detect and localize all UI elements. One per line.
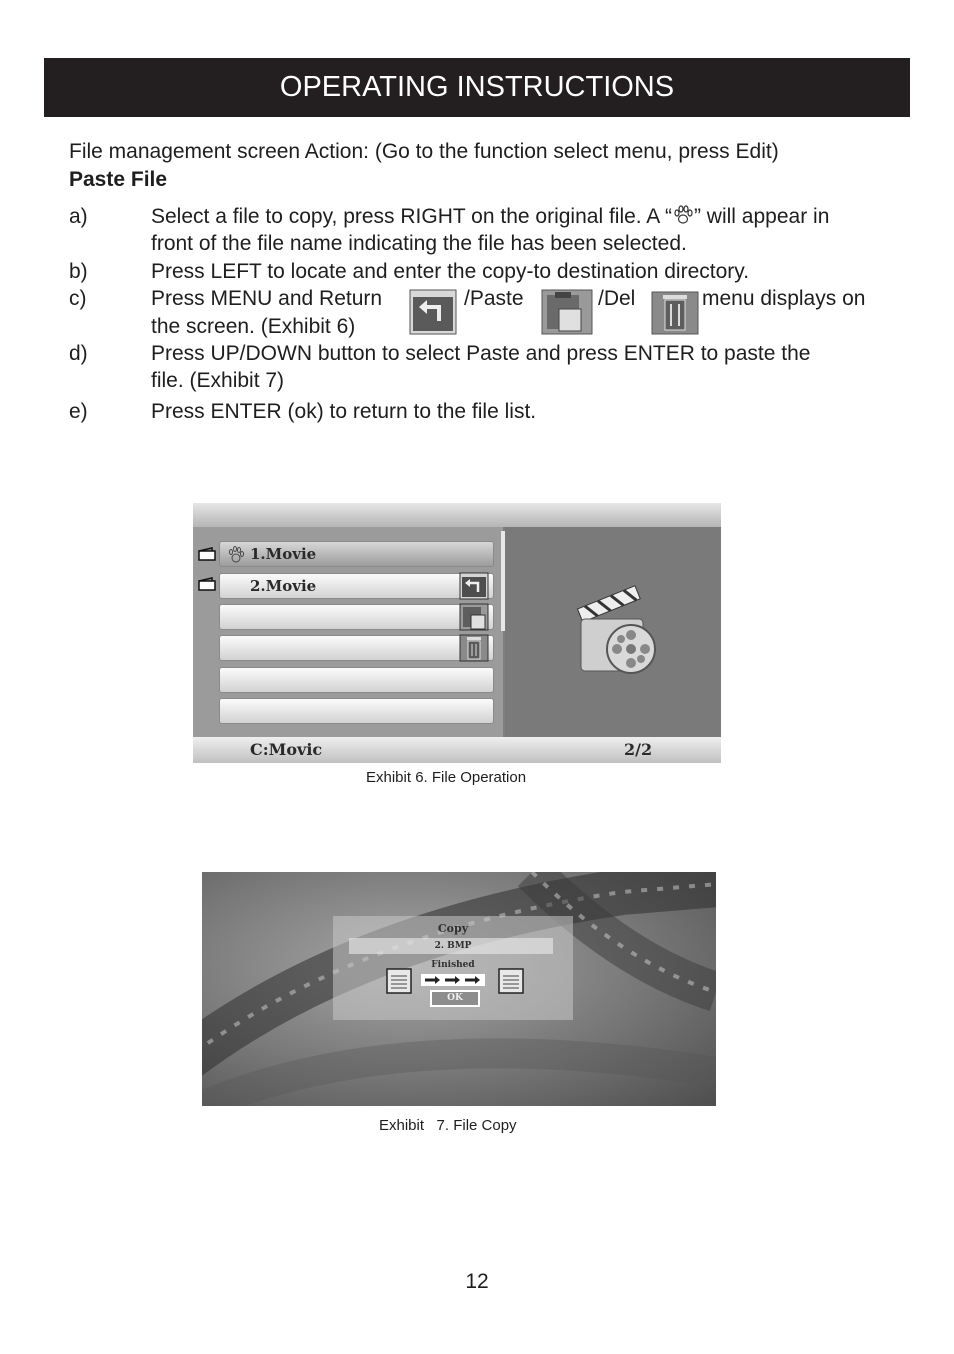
folder-icon — [198, 577, 216, 591]
return-icon[interactable] — [459, 572, 489, 600]
paste-icon — [541, 289, 593, 335]
paw-mark-icon — [228, 546, 244, 564]
page-header — [44, 58, 910, 117]
step-a-text-before: Select a file to copy, press RIGHT on the original file. A “ — [151, 205, 672, 228]
file-row-empty[interactable] — [219, 635, 494, 661]
file-row-empty[interactable] — [219, 667, 494, 693]
step-label: d) — [69, 342, 88, 365]
file-row-2[interactable] — [219, 573, 494, 599]
exhibit-6-screen — [193, 503, 721, 763]
header-title: OPERATING INSTRUCTIONS — [279, 71, 675, 103]
copy-status: Finished — [431, 960, 475, 970]
status-bar — [193, 737, 721, 763]
intro-line: File management screen Action: (Go to the function select menu, press Edit) — [69, 140, 779, 163]
destination-file-icon — [497, 968, 525, 994]
step-c — [69, 285, 909, 345]
page-indicator: 2/2 — [624, 740, 653, 759]
dialog-title: Copy — [437, 922, 469, 935]
copy-dialog — [333, 916, 573, 1020]
step-label: b) — [69, 260, 88, 283]
intro — [69, 138, 779, 194]
movie-clapper-icon — [575, 583, 667, 679]
step-label: e) — [69, 400, 88, 423]
source-file-icon — [385, 968, 413, 994]
delete-icon[interactable] — [459, 634, 489, 662]
paw-mark-icon — [672, 204, 694, 226]
paste-icon[interactable] — [459, 603, 489, 631]
exhibit-6-caption: Exhibit 6. File Operation — [366, 769, 527, 786]
step-a-line2: front of the file name indicating the file has been selected. — [151, 232, 687, 255]
step-a-text-after: ” will appear in — [693, 205, 830, 228]
exhibit-7-caption: Exhibit 7. File Copy — [379, 1117, 517, 1134]
step-c-part2: /Paste — [464, 287, 524, 310]
step-d-text: Press UP/DOWN button to select Paste and press ENTER to paste the — [151, 342, 811, 365]
step-b-text: Press LEFT to locate and enter the copy-to destination directory. — [151, 260, 750, 283]
current-path: C:Movic — [250, 740, 323, 759]
step-label: a) — [69, 205, 88, 228]
file-row-1[interactable] — [219, 541, 494, 567]
return-icon — [409, 289, 457, 335]
file-name: 2. BMP — [434, 941, 472, 951]
step-e-text: Press ENTER (ok) to return to the file list. — [151, 400, 537, 423]
exhibit-7-screen — [202, 872, 716, 1106]
file-name: 2.Movie — [250, 577, 317, 595]
folder-icon — [198, 547, 216, 561]
file-row-empty[interactable] — [219, 698, 494, 724]
delete-icon — [651, 291, 699, 335]
file-name: 1.Movie — [250, 545, 317, 563]
step-c-line2: the screen. (Exhibit 6) — [151, 315, 356, 338]
scrollbar[interactable] — [501, 531, 505, 631]
ok-button[interactable]: OK — [430, 990, 480, 1007]
step-c-part1: Press MENU and Return — [151, 287, 383, 310]
file-row-empty[interactable] — [219, 604, 494, 630]
top-bar — [193, 503, 721, 527]
section-title: Paste File — [69, 168, 168, 191]
step-c-part4: menu displays on — [702, 287, 866, 310]
step-d-line2: file. (Exhibit 7) — [151, 369, 285, 392]
step-c-part3: /Del — [598, 287, 636, 310]
step-label: c) — [69, 287, 87, 310]
page-number: 12 — [465, 1270, 489, 1293]
progress-arrows-icon — [421, 974, 485, 986]
